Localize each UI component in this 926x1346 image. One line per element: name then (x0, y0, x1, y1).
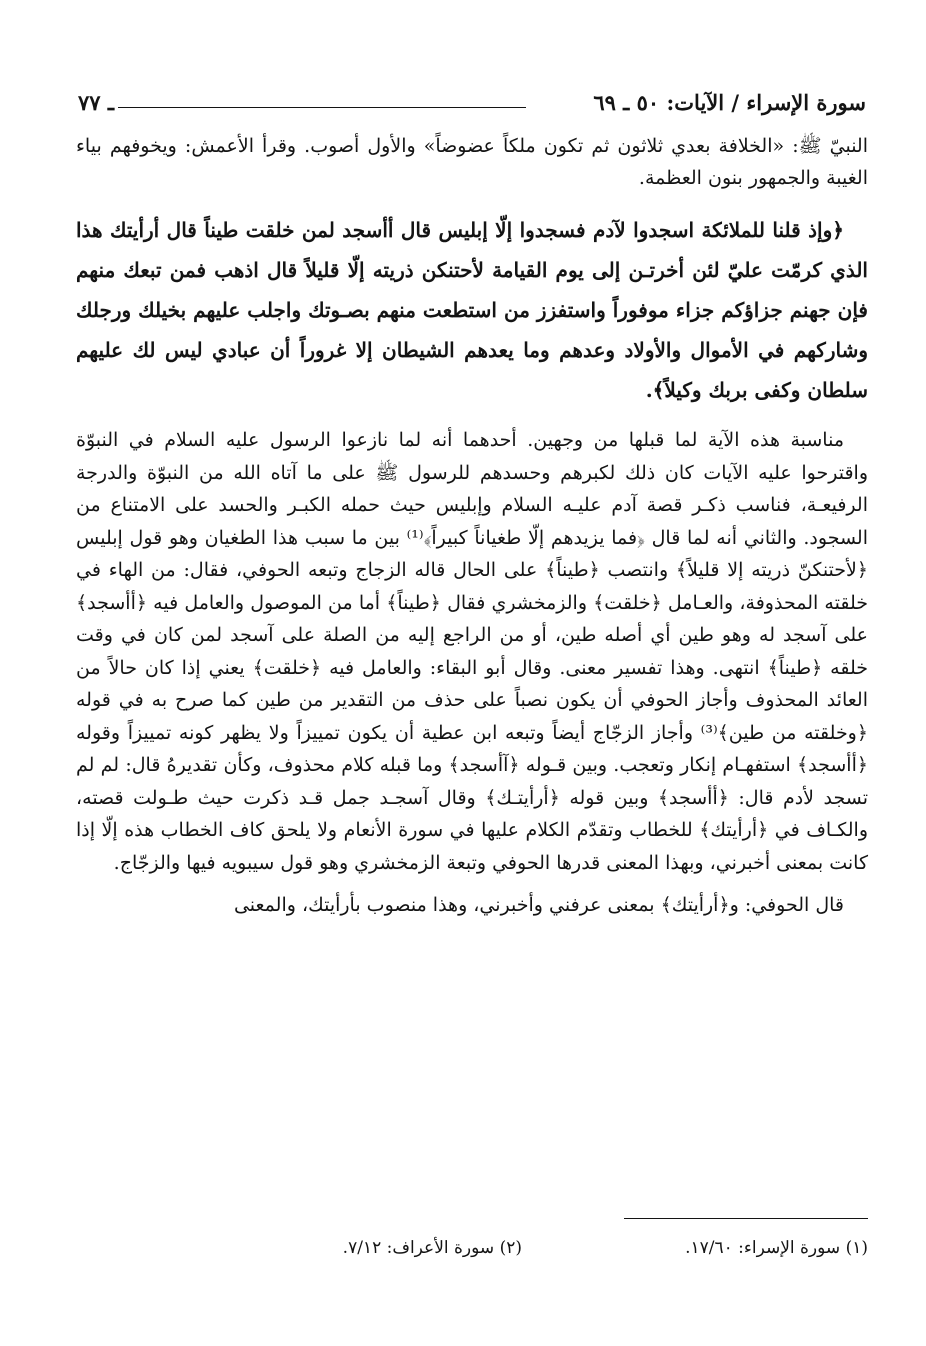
footnote-1: (١) سورة الإسراء: ١٧/٦٠. (685, 1238, 868, 1258)
page-body (76, 130, 868, 922)
commentary-paragraph: مناسبة هذه الآية لما قبلها من وجهين. أحدهما أنه لما نازعوا الرسول عليه السلام في النبوّة واقترحوا عليه الآيات كان ذلك لكبرهم وحسدهم للرسول ﷺ على ما آتاه الله من النبوّة والدرجة الرفيعـة، فناسب ذكـر قصة آدم عليـه السلام وإبليس حيث حمله الكبـر والحسد على الامتناع من السجود. والثاني أنه لما قال ﴿فما يزيدهم إلّا طغياناً كبيراً﴾⁽¹⁾ بين ما سبب هذا الطغيان وهو قول إبليس ﴿لأحتنكنّ ذريته إلا قليلاً﴾ وانتصب ﴿طيناً﴾ على الحال قاله الزجاج وتبعه الحوفي، فقال: من الهاء في خلقته المحذوفة، والعـامل ﴿خلقت﴾ والزمخشري فقال ﴿طيناً﴾ أما من الموصول والعامل فيه ﴿أأسجد﴾ على آسجد له وهو طين أي أصله طين، أو من الراجع إليه من الصلة على آسجد لمن كان في وقت خلقه ﴿طيناً﴾ انتهى. وهذا تفسير معنى. وقال أبو البقاء: والعامل فيه ﴿خلقت﴾ يعني إذا كان حالاً من العائد المحذوف وأجاز الحوفي أن يكون نصباً على حذف من التقدير من طين كما صرح به في قوله ﴿وخلقته من طين﴾⁽³⁾ وأجاز الزجّاج أيضاً وتبعه ابن عطية أن يكون تمييزاً ولا يظهر كونه تمييزاً وقوله ﴿أأسجد﴾ استفهـام إنكار وتعجب. وبين قـوله ﴿آأسجد﴾ وما قبله كلام محذوف، وكأن تقديرهُ قال: لم لم تسجد لأدم قال: ﴿أأسجد﴾ وبين قوله ﴿أرأيتـك﴾ وقال آسجـد جمل قـد ذكرت حيث طـولت قصته، والكـاف في ﴿أرأيتك﴾ للخطاب وتقدّم الكلام عليها في سورة الأنعام ولا يلحق كاف الخطاب هذه إلّا إذا كانت بمعنى أخبرني، وبهذا المعنى قدرها الحوفي وتبعة الزمخشري وهو قول سيبويه فيها والزجّاج. (76, 429, 868, 874)
hawfi-paragraph: قال الحوفي: و﴿أرأيتك﴾ بمعنى عرفني وأخبرني، وهذا منصوب بأرأيتك، والمعنى (233, 894, 844, 916)
quran-verse-paragraph: ﴿وإذ قلنا للملائكة اسجدوا لآدم فسجدوا إلّا إبليس قال أأسجد لمن خلقت طيناً قال أرأيتك هذا الذي كرمّت عليّ لئن أخرتـن إلى يوم القيامة لأحتنكن ذريته إلّا قليلاً قال اذهب فمن تبعك منهم فإن جهنم جزاؤكم جزاء موفوراً واستفزز من استطعت منهم بصـوتك واجلب عليهم بخيلك ورجلك وشاركهم في الأموال والأولاد وعدهم وما يعدهم الشيطان إلا غروراً أن عبادي ليس لك عليهم سلطان وكفى بربك وكيلاً﴾. (76, 218, 868, 402)
intro-paragraph: النبيّ ﷺ: «الخلافة بعدي ثلاثون ثم تكون ملكاً عضوضاً» والأول أصوب. وقرأ الأعمش: ويخوفهم بياء الغيبة والجمهور بنون العظمة. (76, 135, 868, 189)
footnote-rule (624, 1218, 868, 1219)
footnote-2: (٢) سورة الأعراف: ٧/١٢. (342, 1238, 522, 1258)
header-rule (118, 107, 526, 108)
page-number: ـ ٧٧ (78, 90, 115, 115)
surah-header-title: سورة الإسراء / الآيات: ٥٠ ـ ٦٩ (593, 90, 866, 115)
running-header (78, 90, 866, 120)
footnotes (260, 1236, 868, 1266)
